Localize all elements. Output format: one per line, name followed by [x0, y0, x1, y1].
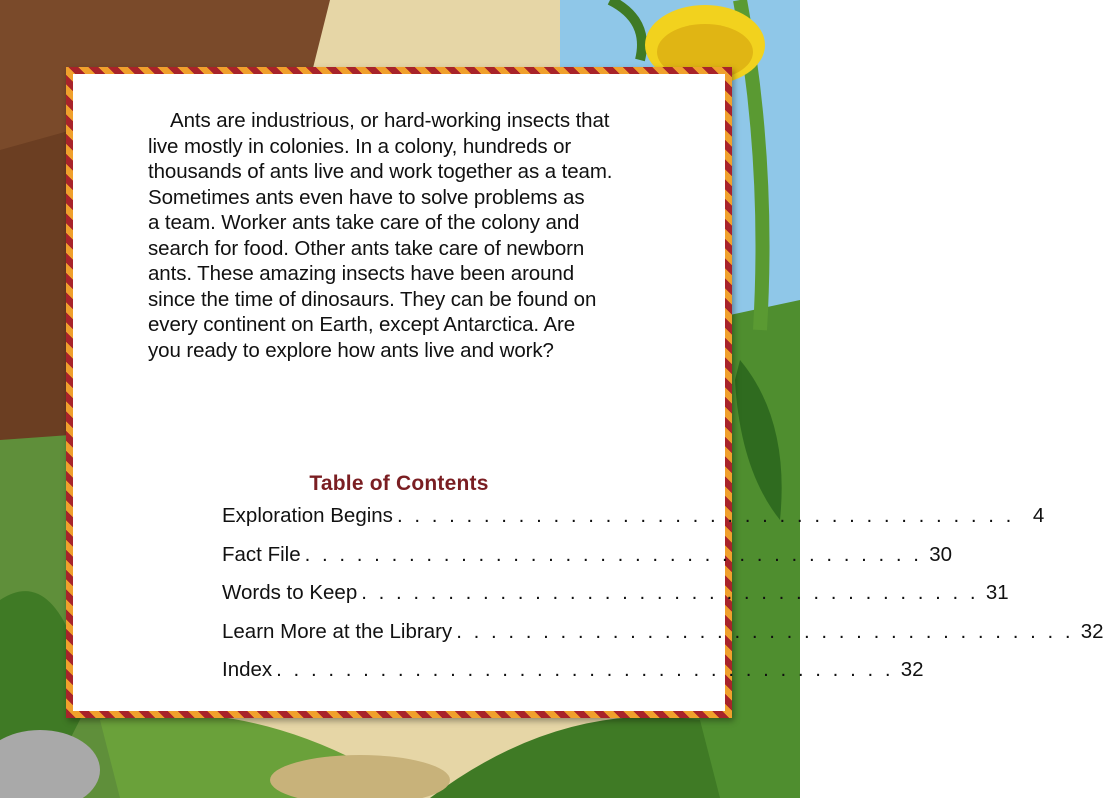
dot-leader: . . . . . . . . . . . . . . . . . . . . . . . . . . . . . . . . . . . . [396, 504, 1015, 527]
dot-leader: . . . . . . . . . . . . . . . . . . . . . . . . . . . . . . . . . . . . [304, 542, 922, 566]
toc-entry-page: 4 [1032, 504, 1045, 527]
toc-entry[interactable] [222, 542, 952, 582]
content-panel [66, 67, 1104, 718]
intro-line: every continent on Earth, except Antarctica. Are [148, 313, 576, 336]
intro-paragraph [148, 108, 648, 363]
toc-entry-page: 31 [985, 581, 1009, 604]
toc-entry-page: 30 [929, 542, 952, 566]
intro-line: live mostly in colonies. In a colony, hundreds or [148, 134, 572, 158]
toc-entry-page: 32 [1080, 619, 1104, 643]
toc-entry[interactable] [222, 619, 1104, 659]
intro-line: search for food. Other ants take care of newborn [148, 236, 585, 260]
dot-leader: . . . . . . . . . . . . . . . . . . . . . . . . . . . . . . . . . . . . [456, 619, 1074, 643]
intro-line: Ants are industrious, or hard-working insects that [170, 109, 610, 132]
toc-entry[interactable] [222, 504, 1045, 543]
toc-title: Table of Contents [309, 472, 489, 495]
toc-entry-page: 32 [900, 658, 924, 681]
intro-line: Sometimes ants even have to solve problems as [148, 185, 585, 209]
intro-line: a team. Worker ants take care of the colony and [148, 211, 580, 234]
toc-entry[interactable] [222, 658, 924, 697]
intro-line: you ready to explore how ants live and work? [148, 338, 554, 362]
intro-line: thousands of ants live and work together as a team. [148, 160, 613, 183]
toc-entry-label: Exploration Begins [222, 504, 393, 527]
intro-line: ants. These amazing insects have been around [148, 262, 575, 285]
toc-entry-label: Index [222, 658, 273, 681]
toc-entry[interactable] [222, 581, 1009, 620]
dot-leader: . . . . . . . . . . . . . . . . . . . . . . . . . . . . . . . . . . . . [276, 658, 894, 681]
toc-entry-label: Fact File [222, 542, 301, 566]
toc-entry-label: Words to Keep [222, 581, 358, 604]
dot-leader: . . . . . . . . . . . . . . . . . . . . . . . . . . . . . . . . . . . . [361, 581, 979, 604]
intro-line: since the time of dinosaurs. They can be found on [148, 287, 597, 311]
toc-entry-label: Learn More at the Library [222, 619, 453, 643]
table-of-contents [222, 504, 1104, 697]
